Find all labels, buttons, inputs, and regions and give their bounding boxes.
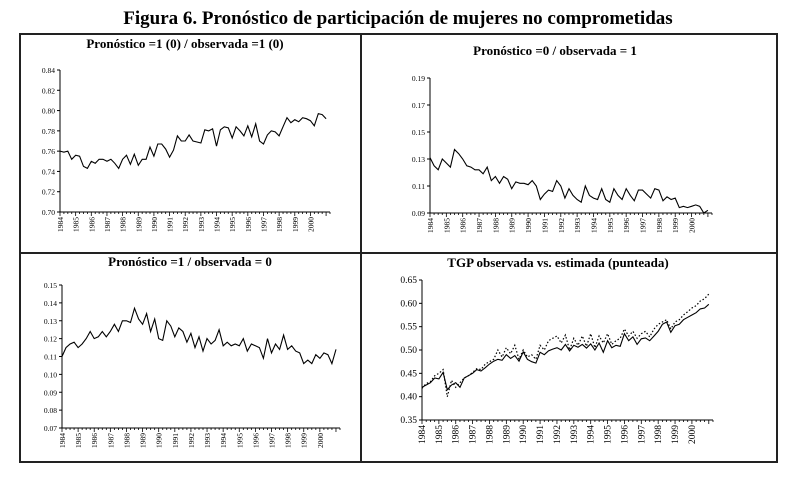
x-tick-label: 2000 [687,425,698,444]
x-tick-label: 1992 [181,217,191,232]
x-tick-label: 1993 [196,217,206,232]
y-tick-label: 0.08 [43,406,57,416]
x-tick-label: 1999 [671,218,681,233]
y-tick-label: 0.55 [400,322,417,333]
chart-title: TGP observada vs. estimada (punteada) [447,255,669,270]
y-tick-label: 0.65 [400,276,417,286]
y-tick-label: 0.09 [43,388,57,398]
x-tick-label: 1989 [502,425,513,444]
x-tick-label: 1984 [56,217,65,232]
x-tick-label: 1990 [524,218,534,233]
x-tick-label: 1988 [118,217,128,232]
y-tick-label: 0.13 [411,155,425,164]
x-tick-label: 1996 [620,425,631,444]
x-tick-label: 1986 [451,425,462,444]
x-tick-label: 1998 [275,217,285,232]
y-tick-label: 0.14 [43,298,57,308]
y-tick-label: 0.76 [41,147,55,157]
x-tick-label: 1988 [122,433,132,448]
x-tick-label: 1995 [228,217,238,232]
x-tick-label: 1994 [219,433,229,448]
x-tick-label: 1987 [106,433,116,448]
x-tick-label: 1985 [74,433,84,448]
x-tick-label: 1998 [283,433,293,448]
x-tick-label: 1996 [243,217,253,232]
x-tick-label: 1997 [267,433,277,448]
chart-title: Pronóstico =0 / observada = 1 [473,43,637,58]
x-tick-label: 1991 [170,433,180,448]
y-tick-label: 0.07 [43,424,57,433]
x-tick-label: 1986 [458,218,468,233]
y-tick-label: 0.35 [400,416,417,426]
x-tick-label: 1994 [212,217,222,232]
y-tick-label: 0.84 [41,66,55,75]
x-tick-label: 1994 [586,425,597,444]
x-tick-label: 1993 [569,425,580,444]
y-tick-label: 0.78 [41,126,55,136]
y-tick-label: 0.74 [41,167,55,177]
figure-title: Figura 6. Pronóstico de participación de mujeres no comprometidas [123,8,673,29]
x-tick-label: 1993 [203,433,213,448]
y-tick-label: 0.17 [411,101,425,110]
y-tick-label: 0.45 [400,369,417,380]
x-tick-label: 1986 [90,433,100,448]
x-tick-label: 2000 [315,433,325,448]
x-tick-label: 1991 [165,217,175,232]
y-tick-label: 0.19 [411,74,425,83]
y-tick-label: 0.09 [411,209,425,218]
x-tick-label: 1997 [638,218,648,233]
y-tick-label: 0.60 [400,299,417,310]
x-tick-label: 1987 [475,218,485,233]
chart-title: Pronóstico =1 / observada = 0 [108,254,272,269]
x-tick-label: 1989 [138,433,148,448]
x-tick-label: 1993 [573,218,583,233]
y-tick-label: 0.13 [43,316,57,326]
x-tick-label: 1995 [235,433,245,448]
x-tick-label: 1995 [605,218,615,233]
y-tick-label: 0.15 [43,281,57,290]
x-tick-label: 1988 [491,218,501,233]
x-tick-label: 1999 [299,433,309,448]
x-tick-label: 1999 [671,425,682,444]
y-tick-label: 0.82 [41,86,55,96]
y-tick-label: 0.12 [43,334,57,344]
x-tick-label: 1998 [654,425,665,444]
x-tick-label: 1985 [442,218,452,233]
x-tick-label: 1984 [58,433,67,448]
y-tick-label: 0.11 [44,352,57,362]
x-tick-label: 1997 [259,217,269,232]
x-tick-label: 1988 [485,425,496,444]
x-tick-label: 1995 [603,425,614,444]
x-tick-label: 1997 [637,425,648,444]
y-tick-label: 0.72 [41,187,55,197]
x-tick-label: 1984 [426,218,435,233]
y-tick-label: 0.80 [41,106,55,116]
x-tick-label: 1996 [622,218,632,233]
x-tick-label: 1987 [102,217,112,232]
x-tick-label: 1992 [552,425,563,444]
x-tick-label: 1994 [589,218,599,233]
x-tick-label: 1998 [654,218,664,233]
x-tick-label: 1992 [556,218,566,233]
x-tick-label: 2000 [687,218,697,233]
x-tick-label: 1985 [71,217,81,232]
y-tick-label: 0.15 [411,128,425,137]
x-tick-label: 1991 [540,218,550,233]
y-tick-label: 0.11 [412,182,425,191]
y-tick-label: 0.70 [41,208,55,217]
chart-title: Pronóstico =1 (0) / observada =1 (0) [86,36,284,51]
x-tick-label: 1985 [434,425,445,444]
x-tick-label: 1987 [468,425,479,444]
y-tick-label: 0.10 [43,370,57,380]
x-tick-label: 1989 [507,218,517,233]
x-tick-label: 1990 [519,425,530,444]
y-tick-label: 0.40 [400,392,417,403]
x-tick-label: 1990 [154,433,164,448]
x-tick-label: 1986 [87,217,97,232]
x-tick-label: 1984 [418,425,428,444]
x-tick-label: 1991 [536,425,547,444]
x-tick-label: 1990 [149,217,159,232]
x-tick-label: 1992 [186,433,196,448]
x-tick-label: 1996 [251,433,261,448]
x-tick-label: 2000 [306,217,316,232]
y-tick-label: 0.50 [400,346,417,356]
x-tick-label: 1999 [290,217,300,232]
x-tick-label: 1989 [134,217,144,232]
